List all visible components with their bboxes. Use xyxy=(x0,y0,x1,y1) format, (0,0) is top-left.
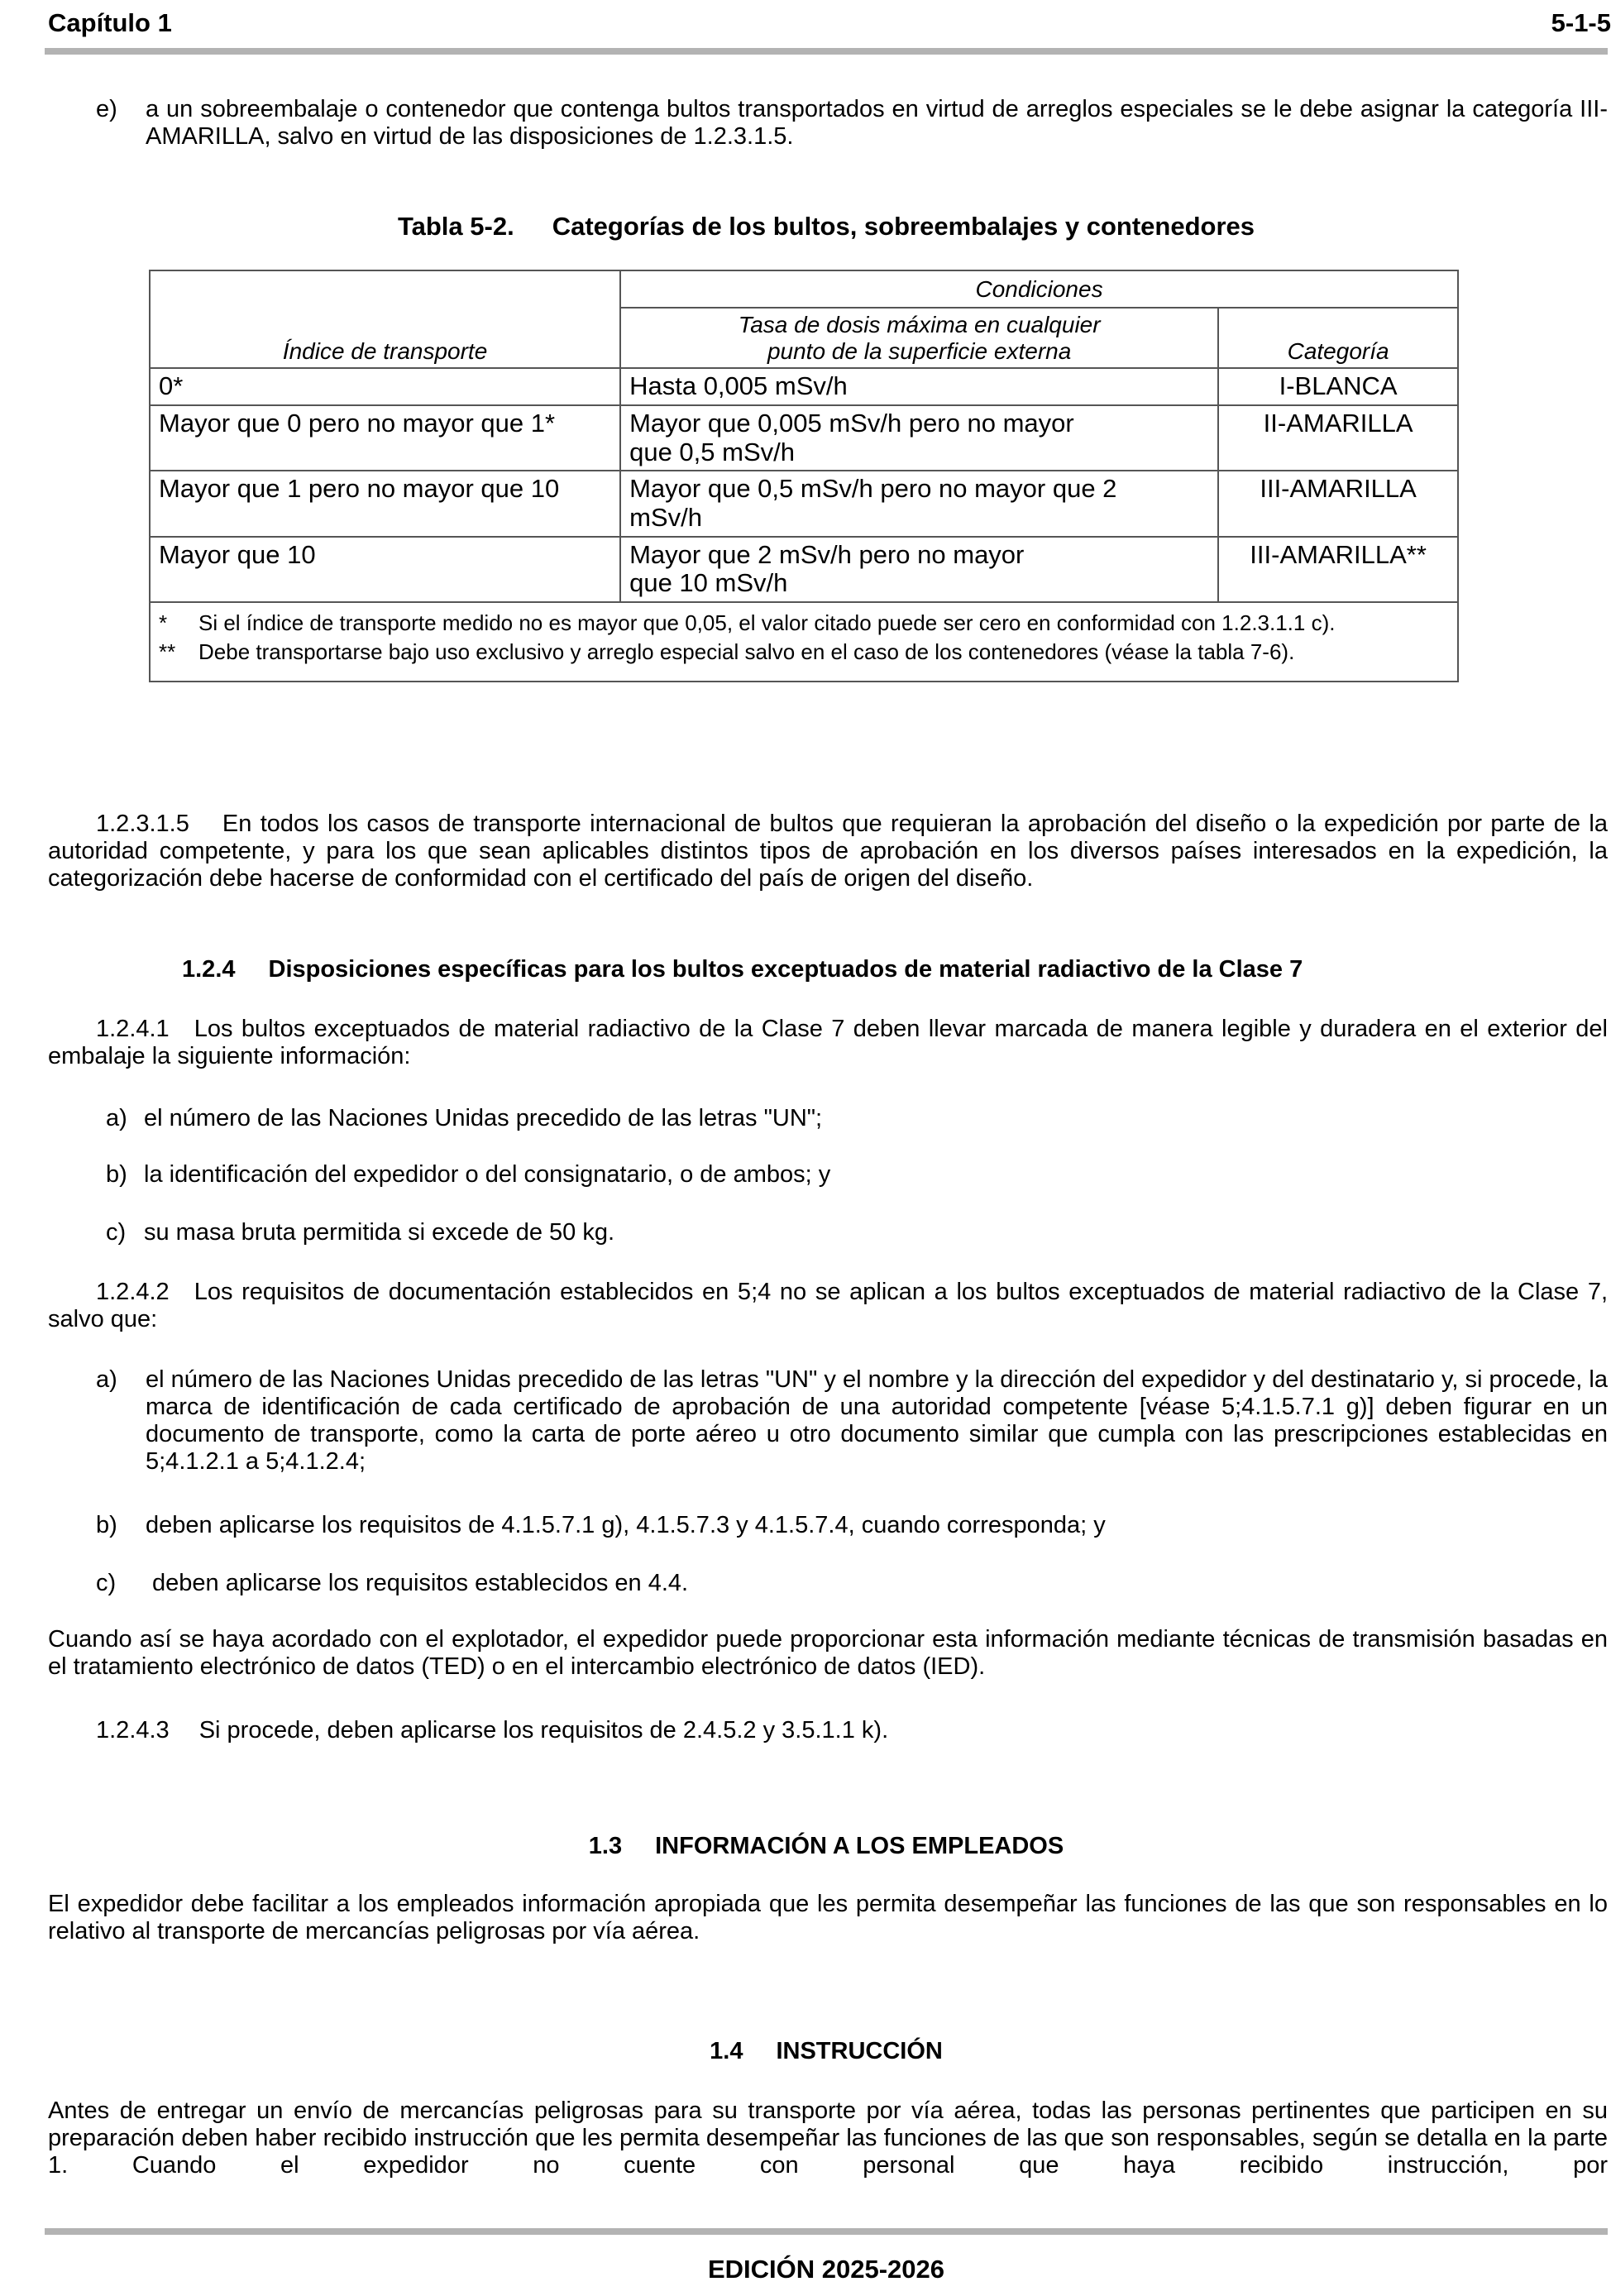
table-row xyxy=(150,537,1458,602)
table-note xyxy=(159,640,1449,664)
col-header-transport-index: Índice de transporte xyxy=(150,308,620,368)
cell-category: I-BLANCA xyxy=(1218,368,1458,405)
dose-header-line2: punto de la superficie externa xyxy=(767,337,1072,364)
page-header xyxy=(48,8,1611,38)
header-rule xyxy=(45,48,1608,55)
paragraph-1-2-4-1 xyxy=(48,1016,1608,1070)
conditions-header: Condiciones xyxy=(620,270,1458,308)
cell-dose-rate: Mayor que 0,5 mSv/h pero no mayor que 2 mSv/h xyxy=(620,471,1218,536)
item-label: a) xyxy=(96,1366,117,1393)
paragraph-1-2-4-2-after: Cuando así se haya acordado con el explotador, el expedidor puede proporcionar esta información mediante técnicas de transmisión basadas en el tratamiento electrónico de datos (TED) o en el intercambio electrónico de datos (IED). xyxy=(48,1626,1608,1681)
cell-transport-index: Mayor que 0 pero no mayor que 1* xyxy=(150,405,620,471)
item-label: a) xyxy=(106,1105,127,1131)
chapter-label: Capítulo 1 xyxy=(48,8,172,37)
table-row xyxy=(150,471,1458,536)
item-text: el número de las Naciones Unidas precedido de las letras "UN"; xyxy=(144,1105,823,1131)
paragraph-1-3: El expedidor debe facilitar a los empleados información apropiada que les permita desempeñar las funciones de las que son responsables en lo relativo al transporte de mercancías peligrosas por vía aérea. xyxy=(48,1891,1608,1945)
dose-header-line1: Tasa de dosis máxima en cualquier xyxy=(738,312,1101,338)
item-text: deben aplicarse los requisitos de 4.1.5.7.1 g), 4.1.5.7.3 y 4.1.5.7.4, cuando corresponda; y xyxy=(146,1512,1106,1538)
paragraph-1-4: Antes de entregar un envío de mercancías peligrosas para su transporte por vía aérea, todas las personas pertinentes que participen en su preparación deben haber recibido instrucción que les permita desempeñar las funciones de las que son responsables, según se detalla en la parte 1. Cuando el expedidor no cuente con personal que haya recibido instrucción, por xyxy=(48,2097,1608,2179)
item-label: c) xyxy=(96,1570,117,1596)
page-number: 5-1-5 xyxy=(1551,8,1611,37)
section-heading-1-3 xyxy=(0,1833,1611,1860)
cell-category: II-AMARILLA xyxy=(1218,405,1458,471)
table-notes xyxy=(150,602,1458,682)
cell-transport-index: Mayor que 1 pero no mayor que 10 xyxy=(150,471,620,536)
table-caption xyxy=(0,212,1611,241)
section-number: 1.3 xyxy=(588,1833,623,1859)
item-text: el número de las Naciones Unidas precedido de las letras "UN" y el nombre y la dirección del expedidor y del destinatario y, si procede, la marca de identificación de cada certificado de aprobación de una autoridad competente [véase 5;4.1.5.7.1 g)] deben figurar en un documento de transporte, como la carta de porte aéreo u otro documento similar que cumpla con las prescripciones establecidas en 5;4.1.2.1 a 5;4.1.2.4; xyxy=(146,1366,1608,1476)
paragraph-number: 1.2.4.2 xyxy=(96,1279,170,1305)
categories-table xyxy=(149,270,1459,682)
paragraph-number: 1.2.3.1.5 xyxy=(96,811,189,837)
col-header-dose-rate xyxy=(620,308,1218,368)
paragraph-text: Los bultos exceptuados de material radiactivo de la Clase 7 deben llevar marcada de manera legible y duradera en el exterior del embalaje la siguiente información: xyxy=(48,1016,1608,1070)
cell-transport-index: Mayor que 10 xyxy=(150,537,620,602)
cell-category: III-AMARILLA xyxy=(1218,471,1458,536)
paragraph-number: 1.2.4.1 xyxy=(96,1016,170,1042)
table-row xyxy=(150,368,1458,405)
table-row xyxy=(150,405,1458,471)
note-text: Debe transportarse bajo uso exclusivo y arreglo especial salvo en el caso de los contenedores (véase la tabla 7-6). xyxy=(198,639,1295,665)
col-header-category: Categoría xyxy=(1218,308,1458,368)
paragraph-text: Si procede, deben aplicarse los requisitos de 2.4.5.2 y 3.5.1.1 k). xyxy=(198,1717,889,1744)
item-label: e) xyxy=(96,96,117,122)
item-text: la identificación del expedidor o del consignatario, o de ambos; y xyxy=(144,1161,831,1188)
section-number: 1.4 xyxy=(710,2038,743,2064)
item-text: su masa bruta permitida si excede de 50 kg. xyxy=(144,1219,615,1246)
paragraph-text: En todos los casos de transporte internacional de bultos que requieran la aprobación del diseño o la expedición por parte de la autoridad competente, y para los que sean aplicables distintos tipos de aprobación en los diversos países interesados en la expedición, la categorización debe hacerse de conformidad con el certificado del país de origen del diseño. xyxy=(48,811,1608,892)
edition-footer: EDICIÓN 2025-2026 xyxy=(707,2255,945,2284)
paragraph-1-2-4-2 xyxy=(48,1279,1608,1333)
item-label: b) xyxy=(96,1512,117,1538)
section-title: Disposiciones específicas para los bultos exceptuados de material radiactivo de la Clase 7 xyxy=(268,956,1303,983)
paragraph-1-2-3-1-5 xyxy=(48,811,1608,892)
cell-dose-rate: Mayor que 2 mSv/h pero no mayor que 10 mSv/h xyxy=(620,537,1218,602)
section-title: INSTRUCCIÓN xyxy=(776,2038,943,2064)
section-heading-1-4 xyxy=(0,2038,1611,2065)
cell-category: III-AMARILLA** xyxy=(1218,537,1458,602)
paragraph-text: Los requisitos de documentación establecidos en 5;4 no se aplican a los bultos exceptuados de material radiactivo de la Clase 7, salvo que: xyxy=(48,1279,1608,1333)
item-label: b) xyxy=(106,1161,127,1188)
paragraph-number: 1.2.4.3 xyxy=(96,1717,170,1744)
section-title: INFORMACIÓN A LOS EMPLEADOS xyxy=(655,1833,1064,1859)
table-note xyxy=(159,611,1449,635)
footer-rule xyxy=(45,2228,1608,2235)
note-mark: * xyxy=(159,610,168,636)
table-title: Categorías de los bultos, sobreembalajes y contenedores xyxy=(552,212,1255,241)
section-number: 1.2.4 xyxy=(182,956,236,983)
cell-transport-index: 0* xyxy=(150,368,620,405)
item-text: a un sobreembalaje o contenedor que contenga bultos transportados en virtud de arreglos especiales se le debe asignar la categoría III-AMARILLA, salvo en virtud de las disposiciones de 1.2.3.1.5. xyxy=(146,96,1608,151)
item-label: c) xyxy=(106,1219,127,1246)
section-heading-1-2-4 xyxy=(182,956,1611,983)
note-text: Si el índice de transporte medido no es mayor que 0,05, el valor citado puede ser cero en conformidad con 1.2.3.1.1 c). xyxy=(198,610,1336,636)
paragraph-1-2-4-3 xyxy=(96,1717,1608,1744)
item-text: deben aplicarse los requisitos establecidos en 4.4. xyxy=(152,1570,689,1596)
table-number: Tabla 5-2. xyxy=(397,212,514,241)
cell-dose-rate: Mayor que 0,005 mSv/h pero no mayor que 0,5 mSv/h xyxy=(620,405,1218,471)
note-mark: ** xyxy=(159,639,176,665)
cell-dose-rate: Hasta 0,005 mSv/h xyxy=(620,368,1218,405)
